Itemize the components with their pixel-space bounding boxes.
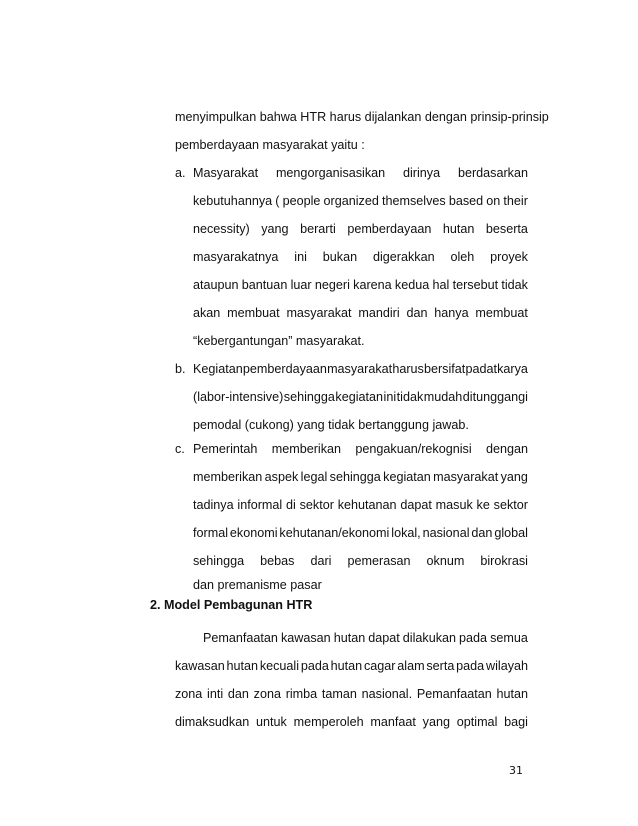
word: hanya: [434, 306, 469, 320]
word: wilayah: [486, 659, 528, 673]
word: Pemanfaatan: [416, 687, 492, 701]
word: dapat: [368, 631, 400, 645]
list-item-line: [193, 441, 528, 457]
word: negeri: [314, 278, 350, 292]
word: ataupun: [193, 278, 239, 292]
word: dan: [471, 526, 493, 540]
word: memperoleh: [293, 715, 364, 729]
word: ini: [383, 390, 397, 404]
word: pengakuan/rekognisi: [355, 442, 472, 456]
word: Masyarakat: [193, 166, 259, 180]
word: nasional: [422, 526, 470, 540]
word: based: [448, 194, 484, 208]
word: aspek: [264, 470, 299, 484]
list-item-line: “kebergantungan” masyarakat.: [193, 334, 365, 348]
word: birokrasi: [480, 554, 528, 568]
word: legal: [300, 470, 328, 484]
word: masyarakat: [327, 362, 393, 376]
word: dengan: [485, 442, 528, 456]
word: yang: [422, 715, 450, 729]
word: hutan: [333, 631, 366, 645]
word: kebutuhannya: [193, 194, 273, 208]
intro-line-2: pemberdayaan masyarakat yaitu :: [175, 138, 365, 152]
word: hal: [432, 278, 450, 292]
word: akan: [193, 306, 221, 320]
word: Kegiatan: [193, 362, 243, 376]
list-item-line: pemodal (cukong) yang tidak bertanggung jawab.: [193, 418, 469, 432]
word: di: [286, 498, 296, 512]
word: on: [486, 194, 501, 208]
list-item-line: [193, 249, 528, 265]
list-item-line: [193, 277, 528, 293]
page-number: 31: [509, 764, 523, 777]
list-item-line: [193, 497, 528, 513]
section-heading: 2. Model Pembagunan HTR: [150, 598, 313, 612]
word: sehingga: [193, 554, 245, 568]
word: masyarakatnya: [193, 250, 279, 264]
word: oknum: [426, 554, 465, 568]
word: hutan: [442, 222, 475, 236]
word: sehingga: [329, 470, 381, 484]
word: kehutanan/ekonomi: [279, 526, 390, 540]
word: ini: [294, 250, 307, 264]
word: kegiatan: [383, 470, 431, 484]
word: tadinya: [193, 498, 234, 512]
word: pemberdayaan: [242, 362, 327, 376]
word: organized: [323, 194, 379, 208]
word: pemerasan: [347, 554, 411, 568]
list-item-line: [193, 221, 528, 237]
word: hutan: [330, 659, 363, 673]
word: Pemanfaatan: [203, 631, 278, 645]
word: memberikan: [193, 470, 263, 484]
word: bukan: [322, 250, 358, 264]
word: bantuan: [241, 278, 288, 292]
word: tidak: [501, 278, 528, 292]
word: kawasan: [175, 659, 225, 673]
word: formal: [193, 526, 228, 540]
word: masuk: [435, 498, 473, 512]
word: serta: [426, 659, 455, 673]
word: berdasarkan: [457, 166, 528, 180]
word: zona: [253, 687, 281, 701]
word: informal: [237, 498, 283, 512]
word: membuat: [475, 306, 528, 320]
list-item-line: [193, 469, 528, 485]
intro-line-1: menyimpulkan bahwa HTR harus dijalankan dengan prinsip-prinsip: [175, 110, 549, 124]
word: rimba: [285, 687, 318, 701]
word: dilakukan: [402, 631, 457, 645]
word: ke: [476, 498, 490, 512]
word: semua: [490, 631, 528, 645]
word: dapat: [400, 498, 432, 512]
paragraph-line: [175, 714, 528, 730]
word: karya: [497, 362, 528, 376]
word: bagi: [504, 715, 528, 729]
word: pada: [456, 659, 485, 673]
word: lokal,: [391, 526, 421, 540]
word: mengorganisasikan: [275, 166, 386, 180]
word: zona: [175, 687, 203, 701]
word: global: [494, 526, 528, 540]
word: berarti: [300, 222, 336, 236]
list-marker: a.: [175, 166, 186, 180]
paragraph-line: [175, 686, 528, 702]
word: bersifat: [423, 362, 466, 376]
word: hutan: [226, 659, 259, 673]
word: dimaksudkan: [175, 715, 250, 729]
word: digerakkan: [372, 250, 435, 264]
word: pada: [300, 659, 329, 673]
word: oleh: [450, 250, 475, 264]
word: karena: [353, 278, 392, 292]
paragraph-line: [203, 630, 528, 646]
word: sehingga: [283, 390, 335, 404]
paragraph-line: [175, 658, 528, 674]
word: themselves: [382, 194, 446, 208]
word: beserta: [485, 222, 528, 236]
word: untuk: [256, 715, 287, 729]
word: nasional.: [361, 687, 413, 701]
word: optimal: [456, 715, 498, 729]
word: hutan: [496, 687, 528, 701]
list-item-line: [193, 305, 528, 321]
word: ekonomi: [229, 526, 278, 540]
word: sektor: [299, 498, 334, 512]
word: bebas: [260, 554, 295, 568]
word: Pemerintah: [193, 442, 258, 456]
list-item-line: dan premanisme pasar: [193, 578, 322, 592]
word: mudah: [423, 390, 463, 404]
word: (labor-intensive): [193, 390, 284, 404]
word: mandiri: [358, 306, 400, 320]
word: masyarakat: [433, 470, 499, 484]
word: masyarakat: [286, 306, 352, 320]
word: proyek: [490, 250, 528, 264]
list-item-line: [193, 389, 528, 405]
list-item-line: [193, 361, 528, 377]
word: kedua: [394, 278, 430, 292]
word: dari: [310, 554, 332, 568]
word: people: [282, 194, 321, 208]
word: taman: [321, 687, 357, 701]
list-item-line: [193, 165, 528, 181]
word: cagar: [363, 659, 396, 673]
word: kawasan: [280, 631, 331, 645]
list-item-line: [193, 553, 528, 569]
word: (: [275, 194, 280, 208]
word: alam: [397, 659, 425, 673]
word: memberikan: [271, 442, 342, 456]
list-marker: c.: [175, 442, 185, 456]
word: ditunggangi: [462, 390, 528, 404]
word: yang: [261, 222, 289, 236]
word: tersebut: [452, 278, 499, 292]
word: membuat: [227, 306, 280, 320]
word: tidak: [396, 390, 424, 404]
word: their: [503, 194, 528, 208]
word: padat: [465, 362, 497, 376]
word: harus: [392, 362, 424, 376]
word: necessity): [193, 222, 250, 236]
word: dan: [406, 306, 428, 320]
word: pemberdayaan: [347, 222, 432, 236]
list-marker: b.: [175, 362, 186, 376]
list-item-line: [193, 193, 528, 209]
word: dirinya: [403, 166, 441, 180]
word: inti: [207, 687, 224, 701]
word: dan: [227, 687, 249, 701]
word: sektor: [493, 498, 528, 512]
word: kecuali: [259, 659, 300, 673]
word: luar: [290, 278, 312, 292]
list-item-line: [193, 525, 528, 541]
word: manfaat: [370, 715, 416, 729]
word: kehutanan: [337, 498, 397, 512]
word: kegiatan: [335, 390, 384, 404]
word: yang: [500, 470, 528, 484]
word: pada: [459, 631, 488, 645]
